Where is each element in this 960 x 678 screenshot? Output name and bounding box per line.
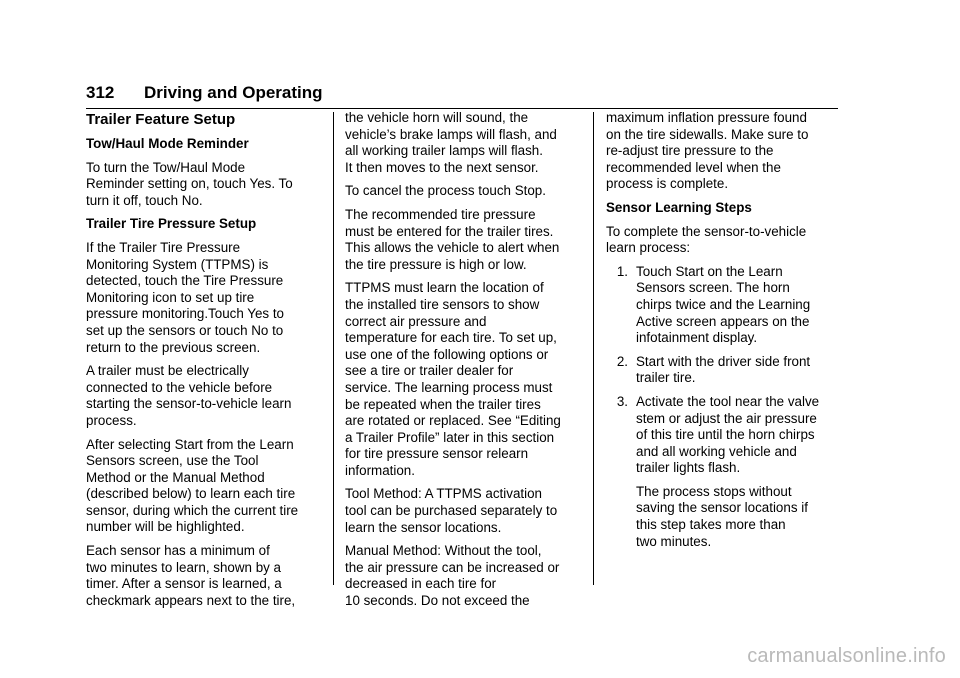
paragraph: To cancel the process touch Stop. — [345, 183, 546, 199]
step-number: 2. — [616, 353, 628, 369]
paragraph: Tool Method: A TTPMS activation tool can be purchased separately to learn the sensor locations. — [345, 486, 558, 535]
list-item — [606, 264, 849, 347]
paragraph: maximum inflation pressure found on the tire sidewalls. Make sure to re-adjust tire pressure to the recommended level when the process is complete. — [606, 110, 809, 192]
step-number: 3. — [616, 393, 628, 409]
paragraph: To complete the sensor-to-vehicle learn process: — [606, 223, 807, 256]
step-text: Activate the tool near the valve stem or adjust the air pressure of this tire until the horn chirps and all working vehicle and trailer lights flash. — [636, 393, 820, 476]
paragraph: the vehicle horn will sound, the vehicle’s brake lamps will flash, and all working trailer lamps will flash. It then moves to the next sensor. — [345, 110, 557, 175]
page-number: 312 — [86, 83, 115, 102]
step-note: The process stops without saving the sensor locations if this step takes more than two minutes. — [636, 483, 808, 549]
paragraph: If the Trailer Tire Pressure Monitoring System (TTPMS) is detected, touch the Tire Pressure Monitoring icon to set up tire pressure monitoring.Touch Yes to set up the sensors or touch No to return to the previous screen. — [86, 239, 285, 355]
paragraph: Each sensor has a minimum of two minutes to learn, shown by a timer. After a sensor is learned, a checkmark appears next to the tire, — [86, 543, 296, 608]
column-3 — [606, 110, 849, 557]
watermark: carmanualsonline.info — [747, 645, 946, 667]
column-divider — [593, 112, 594, 585]
paragraph: TTPMS must learn the location of the installed tire sensors to show correct air pressure and temperature for each tire. To set up, use one of the following options or see a tire or trailer dealer for service. The learning process must be repeated when the trailer tires are rotated or replaced. See “Editing a Trailer Profile” later in this section for tire pressure sensor relearn information. — [345, 280, 561, 478]
paragraph: Manual Method: Without the tool, the air pressure can be increased or decreased in each tire for 10 seconds. Do not exceed the — [345, 543, 560, 609]
column-divider — [333, 112, 334, 585]
list-item — [606, 354, 849, 387]
paragraph: After selecting Start from the Learn Sensors screen, use the Tool Method or the Manual Method (described below) to learn each tire sensor, during which the current tire number will be highlighted. — [86, 436, 299, 535]
step-number: 1. — [616, 263, 628, 279]
steps-list — [606, 264, 849, 477]
step-text: Start with the driver side front trailer tire. — [636, 353, 811, 386]
step-text: Touch Start on the Learn Sensors screen. The horn chirps twice and the Learning Active screen appears on the infotainment display. — [636, 263, 811, 346]
paragraph: To turn the Tow/Haul Mode Reminder setting on, touch Yes. To turn it off, touch No. — [86, 159, 293, 208]
section-title: Trailer Feature Setup — [86, 111, 236, 128]
column-1 — [86, 110, 329, 616]
subheading-sensor-learning: Sensor Learning Steps — [606, 199, 752, 215]
paragraph: The recommended tire pressure must be entered for the trailer tires. This allows the vehicle to alert when the tire pressure is high or low. — [345, 206, 560, 272]
paragraph: A trailer must be electrically connected to the vehicle before starting the sensor-to-vehicle learn process. — [86, 363, 292, 428]
list-item — [606, 394, 849, 477]
subheading-tire-pressure-setup: Trailer Tire Pressure Setup — [86, 216, 257, 232]
subheading-tow-haul: Tow/Haul Mode Reminder — [86, 136, 249, 151]
column-2 — [345, 110, 588, 617]
page-header — [86, 82, 838, 109]
section-heading: Driving and Operating — [144, 83, 323, 102]
